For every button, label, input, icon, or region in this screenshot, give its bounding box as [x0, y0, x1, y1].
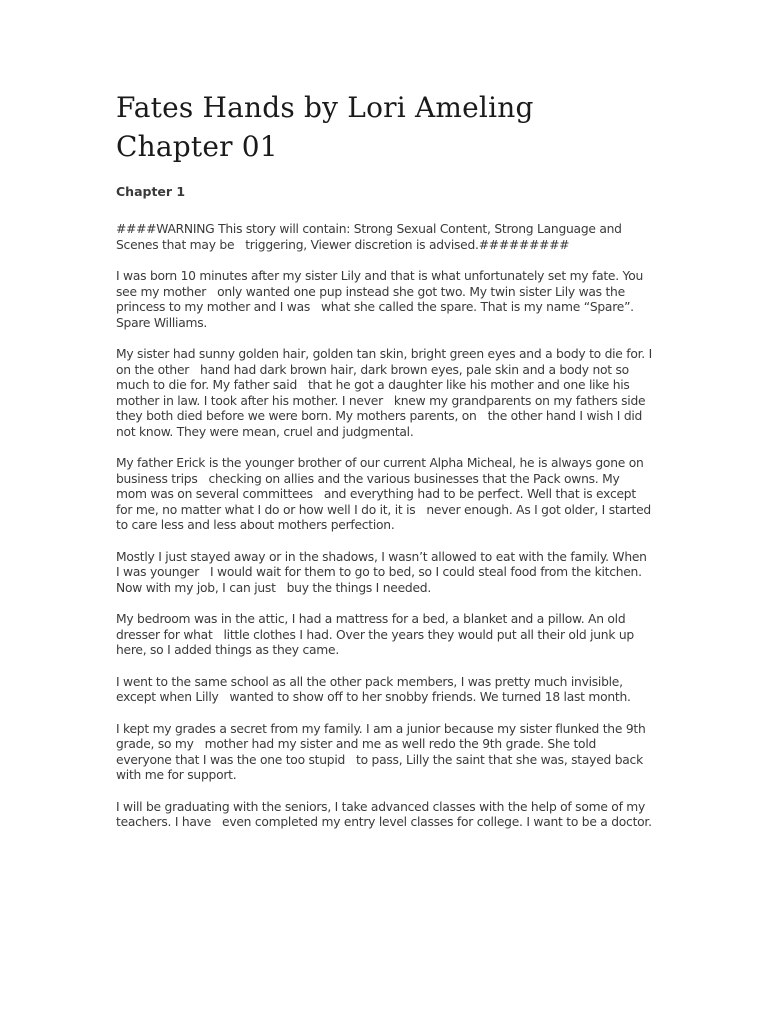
paragraph-warning: ####WARNING This story will contain: Strong Sexual Content, Strong Language and Scenes that may be triggering, Viewer discretion is advised.######### — [116, 222, 626, 252]
paragraph: I kept my grades a secret from my family. I am a junior because my sister flunked the 9th grade, so my mother had my sister and me as well redo the 9th grade. She told everyone that I was the one too stupid to pass, Lilly the saint that she was, stayed back with me for support. — [116, 721, 650, 782]
paragraph: My bedroom was in the attic, I had a mattress for a bed, a blanket and a pillow. An old dresser for what little clothes I had. Over the years they would put all their old junk up here, so I added things as they came. — [116, 612, 638, 657]
paragraph: My father Erick is the younger brother of our current Alpha Micheal, he is always gone on business trips checking on allies and the various businesses that the Pack owns. My mom was on several committees and everything had to be perfect. Well that is except for me, no matter what I do or how well I do it, it is never enough. As I got older, I started to care less and less about mothers perfection. — [116, 456, 655, 532]
paragraph: Mostly I just stayed away or in the shadows, I wasn’t allowed to eat with the family. When I was younger I would wait for them to go to bed, so I could steal food from the kitchen. Now with my job, I can just buy the things I needed. — [116, 549, 651, 595]
chapter-heading: Chapter 1 — [116, 184, 186, 199]
document-title: Fates Hands by Lori Ameling Chapter 01 — [116, 91, 534, 163]
paragraph: I will be graduating with the seniors, I take advanced classes with the help of some of my teachers. I have even completed my entry level classes for college. I want to be a doctor. — [116, 799, 652, 829]
paragraph: I went to the same school as all the other pack members, I was pretty much invisible, except when Lilly wanted to show off to her snobby friends. We turned 18 last month. — [116, 674, 631, 704]
paragraph: I was born 10 minutes after my sister Lily and that is what unfortunately set my fate. You see my mother only wanted one pup instead she got two. My twin sister Lily was the princess to my mother and I was what she called the spare. That is my name “Spare”. Spare Williams. — [116, 269, 647, 330]
paragraph: My sister had sunny golden hair, golden tan skin, bright green eyes and a body to die for. I on the other hand had dark brown hair, dark brown eyes, pale skin and a body not so much to die for. My father said that he got a daughter like his mother and one like his mother in law. I took after his mother. I never knew my grandparents on my fathers side they both died before we were born. My mothers parents, on the other hand I wish I did not know. They were mean, cruel and judgmental. — [116, 347, 656, 439]
document-page — [116, 88, 656, 847]
